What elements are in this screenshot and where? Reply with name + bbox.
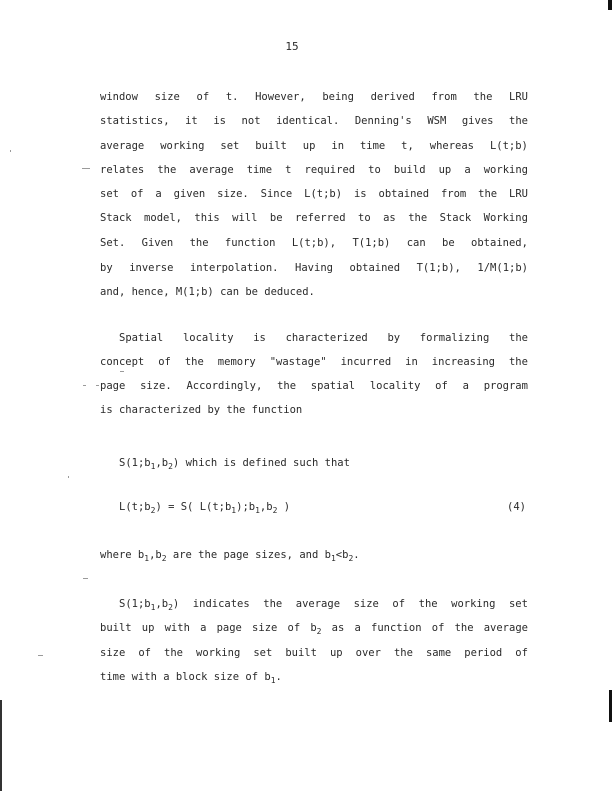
word: Stack (439, 212, 472, 224)
word: spatial (310, 380, 356, 392)
word: over (355, 647, 381, 659)
word: deduced. (264, 286, 315, 298)
word: gives (461, 115, 494, 127)
word: period (464, 647, 503, 659)
word: WSM (427, 115, 447, 127)
word: set (100, 188, 119, 200)
word: the (508, 356, 528, 368)
word: size (154, 91, 180, 103)
word: up (438, 164, 452, 176)
margin-mark (82, 168, 90, 169)
paragraph3-line (100, 621, 528, 635)
word: the (509, 332, 528, 344)
word: t (285, 164, 292, 176)
margin-mark (83, 578, 88, 579)
word: built (255, 140, 287, 152)
word: average (295, 598, 341, 610)
word: be (269, 212, 283, 224)
word: a (354, 622, 361, 634)
equation-4: $L(t;b_2) = S$( $L(t;b_1);b_1,b_2$ ) (119, 501, 291, 515)
word: is (100, 404, 113, 416)
word: of (392, 598, 406, 610)
word: page (216, 622, 242, 634)
word: the (418, 598, 438, 610)
word: However, (255, 91, 306, 103)
paragraph2-line (119, 331, 528, 345)
word: as (331, 622, 345, 634)
word: Having (295, 262, 333, 274)
scan-edge-mark-top (608, 0, 612, 10)
word: will (232, 212, 258, 224)
word: function (251, 404, 303, 416)
word: a (155, 188, 162, 200)
word: of (158, 356, 171, 368)
word: obtained, (471, 237, 528, 249)
word: locality (182, 332, 234, 344)
word: Spatial (119, 332, 164, 344)
word: average (189, 164, 234, 176)
word: size (252, 622, 278, 634)
margin-mark (10, 150, 11, 152)
word: a (462, 380, 469, 392)
word: memory (217, 356, 256, 368)
word: the (189, 237, 209, 249)
word: is (353, 188, 367, 200)
word: from (440, 188, 467, 200)
word: Since (260, 188, 293, 200)
word: T(1;b), (416, 262, 461, 274)
word: size. (217, 188, 249, 200)
word: LRU (509, 188, 528, 200)
word: $S(1;b_1,b_2)$ (119, 598, 180, 612)
word: is (213, 115, 226, 127)
paragraph1-line (100, 261, 528, 275)
word: model, (144, 212, 182, 224)
word: of (515, 647, 528, 659)
word: Accordingly, (186, 380, 263, 392)
word: "wastage" (269, 356, 327, 368)
word: the (184, 356, 204, 368)
word: size. (140, 380, 172, 392)
paragraph1-line (100, 114, 528, 128)
scan-edge-mark-left (0, 700, 2, 791)
word: page (100, 380, 126, 392)
word: the (157, 164, 177, 176)
word: average (483, 622, 528, 634)
word: the (263, 598, 283, 610)
word: the (226, 404, 246, 416)
word: is (253, 332, 266, 344)
word: set (508, 598, 528, 610)
word: function (371, 622, 422, 634)
word: T(1;b) (352, 237, 391, 249)
word: statistics, (100, 115, 170, 127)
word: Given (141, 237, 174, 249)
word: LRU (509, 91, 528, 103)
word: with (164, 622, 190, 634)
word: the (277, 380, 297, 392)
paragraph1-line (100, 139, 528, 153)
word: formalizing (419, 332, 490, 344)
word: obtained (378, 188, 430, 200)
word: required (304, 164, 356, 176)
word: working (196, 647, 241, 659)
paragraph1-line (100, 187, 528, 201)
paragraph1-line (100, 236, 528, 250)
word: a (464, 164, 471, 176)
word: in (405, 356, 418, 368)
word: locality (369, 380, 421, 392)
word: Set. (100, 237, 126, 249)
paragraph3-line: time with a block size of $b_1$. (100, 671, 282, 685)
word: and, (100, 286, 126, 298)
word: $b_2$ (310, 622, 322, 636)
word: can (406, 237, 426, 249)
word: built (285, 647, 317, 659)
word: window (100, 91, 138, 103)
word: concept (100, 356, 145, 368)
paragraph1-line (100, 285, 528, 299)
word: size (100, 647, 126, 659)
word: working (451, 598, 496, 610)
function-definition-line: $S(1;b_1,b_2)$ which is defined such that (119, 457, 350, 471)
word: by (207, 404, 221, 416)
word: t, (401, 140, 414, 152)
where-line: where $b_1,b_2$ are the page sizes, and $b_1<b_2$. (100, 549, 360, 563)
word: working (160, 140, 205, 152)
word: L(t;b) (304, 188, 343, 200)
margin-mark (83, 385, 86, 386)
word: the (164, 647, 183, 659)
word: can (220, 286, 240, 298)
paragraph1-line (100, 211, 528, 225)
word: of (130, 188, 144, 200)
word: L(t;b), (291, 237, 337, 249)
word: not (241, 115, 261, 127)
word: hence, (131, 286, 170, 298)
word: the (454, 622, 474, 634)
word: of (435, 380, 448, 392)
word: from (431, 91, 457, 103)
word: the (478, 188, 498, 200)
word: of (431, 622, 445, 634)
paragraph3-line (119, 597, 528, 611)
word: characterized (285, 332, 368, 344)
word: the (408, 212, 428, 224)
word: being (322, 91, 354, 103)
word: of (138, 647, 151, 659)
word: Stack (100, 212, 132, 224)
word: average (100, 140, 145, 152)
word: function (224, 237, 276, 249)
word: the (473, 91, 493, 103)
word: be (245, 286, 258, 298)
paragraph1-line (100, 90, 528, 104)
word: be (442, 237, 455, 249)
word: Denning's (354, 115, 412, 127)
word: relates (100, 164, 145, 176)
word: the (393, 647, 413, 659)
word: by (100, 262, 113, 274)
page-number: 15 (285, 40, 299, 53)
word: built (100, 622, 132, 634)
word: by (387, 332, 401, 344)
word: up (329, 647, 343, 659)
paragraph2-line (100, 403, 528, 417)
stray-mark (120, 371, 124, 372)
word: M(1;b) (175, 286, 214, 298)
word: t. (225, 91, 239, 103)
word: of (287, 622, 301, 634)
word: working (483, 164, 528, 176)
word: incurred (340, 356, 392, 368)
word: a (200, 622, 207, 634)
word: set (220, 140, 240, 152)
paragraph2-line (100, 355, 528, 369)
word: whereas (429, 140, 475, 152)
word: same (425, 647, 452, 659)
word: in (331, 140, 345, 152)
word: as (383, 212, 396, 224)
word: to (368, 164, 381, 176)
equation-number: (4) (507, 501, 526, 513)
word: 1/M(1;b) (477, 262, 528, 274)
word: program (483, 380, 528, 392)
word: build (393, 164, 426, 176)
word: up (141, 622, 155, 634)
word: time (246, 164, 273, 176)
word: indicates (192, 598, 250, 610)
margin-mark (38, 655, 43, 656)
word: derived (370, 91, 415, 103)
word: identical. (276, 115, 340, 127)
word: given (173, 188, 206, 200)
word: inverse (129, 262, 174, 274)
margin-mark (96, 385, 99, 386)
word: L(t;b) (489, 140, 528, 152)
word: referred (294, 212, 346, 224)
paragraph3-line (100, 646, 528, 660)
word: of (196, 91, 210, 103)
word: the (509, 115, 528, 127)
word: it (185, 115, 198, 127)
word: this (194, 212, 220, 224)
word: to (358, 212, 371, 224)
word: size (353, 598, 379, 610)
paragraph1-line (100, 163, 528, 177)
word: Working (483, 212, 528, 224)
paragraph2-line (100, 379, 528, 393)
word: characterized (118, 404, 202, 416)
margin-mark (68, 476, 69, 478)
word: set (253, 647, 273, 659)
word: increasing (431, 356, 495, 368)
word: obtained (349, 262, 401, 274)
word: interpolation. (189, 262, 279, 274)
word: up (302, 140, 316, 152)
word: time (359, 140, 386, 152)
